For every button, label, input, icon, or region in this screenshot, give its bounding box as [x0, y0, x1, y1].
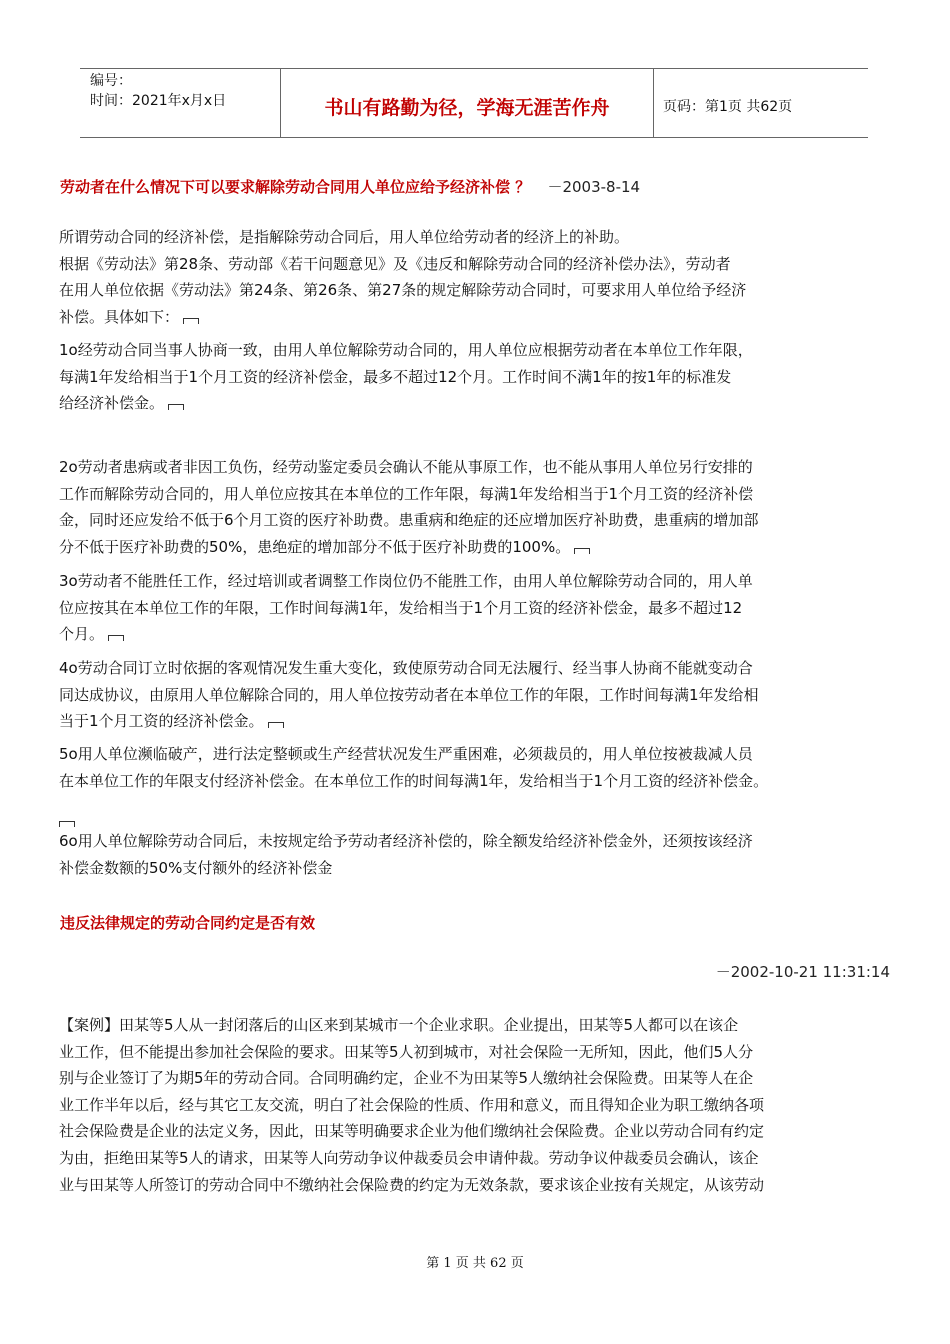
text-line: 业工作半年以后，经与其它工友交流，明白了社会保险的性质、作用和意义，而且得知企业为职工缴纳各项 [59, 1095, 765, 1114]
text-line: 【案例】田某等5人从一封闭落后的山区来到某城市一个企业求职。企业提出，田某等5人都可以在该企 [59, 1016, 739, 1034]
page-info: 页码：第1页 共62页 [663, 99, 793, 115]
paragraph-mark [108, 635, 124, 641]
paragraph-mark [59, 810, 75, 829]
motto: 书山有路勤为径，学海无涯苦作舟 [281, 69, 654, 137]
text-line: 4o劳动合同订立时依据的客观情况发生重大变化，致使原劳动合同无法履行、经当事人协商不能就变动合 [59, 659, 753, 677]
text-line: 1o经劳动合同当事人协商一致，由用人单位解除劳动合同的，用人单位应根据劳动者在本单位工作年限， [59, 341, 753, 359]
article2-date: －2002-10-21 11:31:14 [715, 963, 890, 981]
text-line: 业工作，但不能提出参加社会保险的要求。田某等5人初到城市，对社会保险一无所知，因此，他们5人分 [59, 1042, 754, 1061]
text-line: 社会保险费是企业的法定义务，因此，田某等明确要求企业为他们缴纳社会保险费。企业以劳动合同有约定 [59, 1122, 765, 1141]
text-line: 业与田某等人所签订的劳动合同中不缴纳社会保险费的约定为无效条款，要求该企业按有关规定，从该劳动 [59, 1175, 765, 1194]
paragraph-mark [268, 722, 284, 728]
article2-title: 违反法律规定的劳动合同约定是否有效 [60, 914, 316, 932]
text-line: 每满1年发给相当于1个月工资的经济补偿金，最多不超过12个月。工作时间不满1年的按1年的标准发 [59, 367, 732, 386]
time-label: 时间：2021年x月x日 [90, 93, 227, 109]
article1-item-3 [59, 568, 893, 648]
text-line: 在本单位工作的年限支付经济补偿金。在本单位工作的时间每满1年，发给相当于1个月工资的经济补偿金。 [59, 771, 769, 790]
page-header [80, 68, 868, 138]
text-line: 位应按其在本单位工作的年限，工作时间每满1年，发给相当于1个月工资的经济补偿金，最多不超过12 [59, 598, 743, 617]
text-line: 别与企业签订了为期5年的劳动合同。合同明确约定，企业不为田某等5人缴纳社会保险费。田某等人在企 [59, 1069, 754, 1088]
article2-body [59, 1012, 893, 1198]
text-line: 金，同时还应发给不低于6个月工资的医疗补助费。患重病和绝症的还应增加医疗补助费，患重病的增加部 [59, 511, 759, 530]
article1-item-5 [59, 741, 893, 794]
text-line: 在用人单位依据《劳动法》第24条、第26条、第27条的规定解除劳动合同时，可要求用人单位给予经济 [59, 281, 747, 300]
text-line: 工作而解除劳动合同的，用人单位应按其在本单位的工作年限，每满1年发给相当于1个月工资的经济补偿 [59, 484, 754, 503]
text-line: 2o劳动者患病或者非因工负伤，经劳动鉴定委员会确认不能从事原工作，也不能从事用人单位另行安排的 [59, 458, 753, 476]
article1-intro [59, 224, 893, 330]
text-line: 3o劳动者不能胜任工作，经过培训或者调整工作岗位仍不能胜工作，由用人单位解除劳动合同的，用人单 [59, 572, 753, 590]
text-line: 分不低于医疗补助费的50%，患绝症的增加部分不低于医疗补助费的100%。 [59, 534, 893, 561]
text-line: 6o用人单位解除劳动合同后，未按规定给予劳动者经济补偿的，除全额发给经济补偿金外，还须按该经济 [59, 832, 753, 850]
header-meta [80, 69, 281, 137]
article1-title: 劳动者在什么情况下可以要求解除劳动合同用人单位应给予经济补偿 ？ [60, 178, 531, 196]
paragraph-mark [574, 548, 590, 554]
number-label: 编号： [90, 73, 132, 89]
paragraph-mark [183, 318, 199, 324]
text-line: 补偿金数额的50%支付额外的经济补偿金 [59, 858, 333, 877]
paragraph-mark [168, 404, 184, 410]
text-line: 给经济补偿金。 [59, 390, 893, 417]
article1-item-4 [59, 655, 893, 735]
article1-item-1 [59, 337, 893, 417]
text-line: 5o用人单位濒临破产，进行法定整顿或生产经营状况发生严重困难，必须裁员的，用人单位按被裁减人员 [59, 745, 753, 763]
text-line: 补偿。具体如下： [59, 304, 893, 331]
text-line: 根据《劳动法》第28条、劳动部《若干问题意见》及《违反和解除劳动合同的经济补偿办法》，劳动者 [59, 254, 731, 273]
article1-item-2 [59, 454, 893, 560]
article1-date: －2003-8-14 [547, 178, 641, 196]
text-line: 为由，拒绝田某等5人的请求，田某等人向劳动争议仲裁委员会申请仲裁。劳动争议仲裁委员会确认，该企 [59, 1148, 759, 1167]
text-line: 当于1个月工资的经济补偿金。 [59, 708, 893, 735]
page-footer: 第 1 页 共 62 页 [426, 1256, 524, 1271]
text-line: 个月。 [59, 621, 893, 648]
text-line: 同达成协议，由原用人单位解除合同的，用人单位按劳动者在本单位工作的年限，工作时间每满1年发给相 [59, 685, 759, 704]
article1-title-row [60, 176, 640, 197]
text-line: 所谓劳动合同的经济补偿，是指解除劳动合同后，用人单位给劳动者的经济上的补助。 [59, 228, 630, 246]
article1-item-6 [59, 828, 893, 881]
